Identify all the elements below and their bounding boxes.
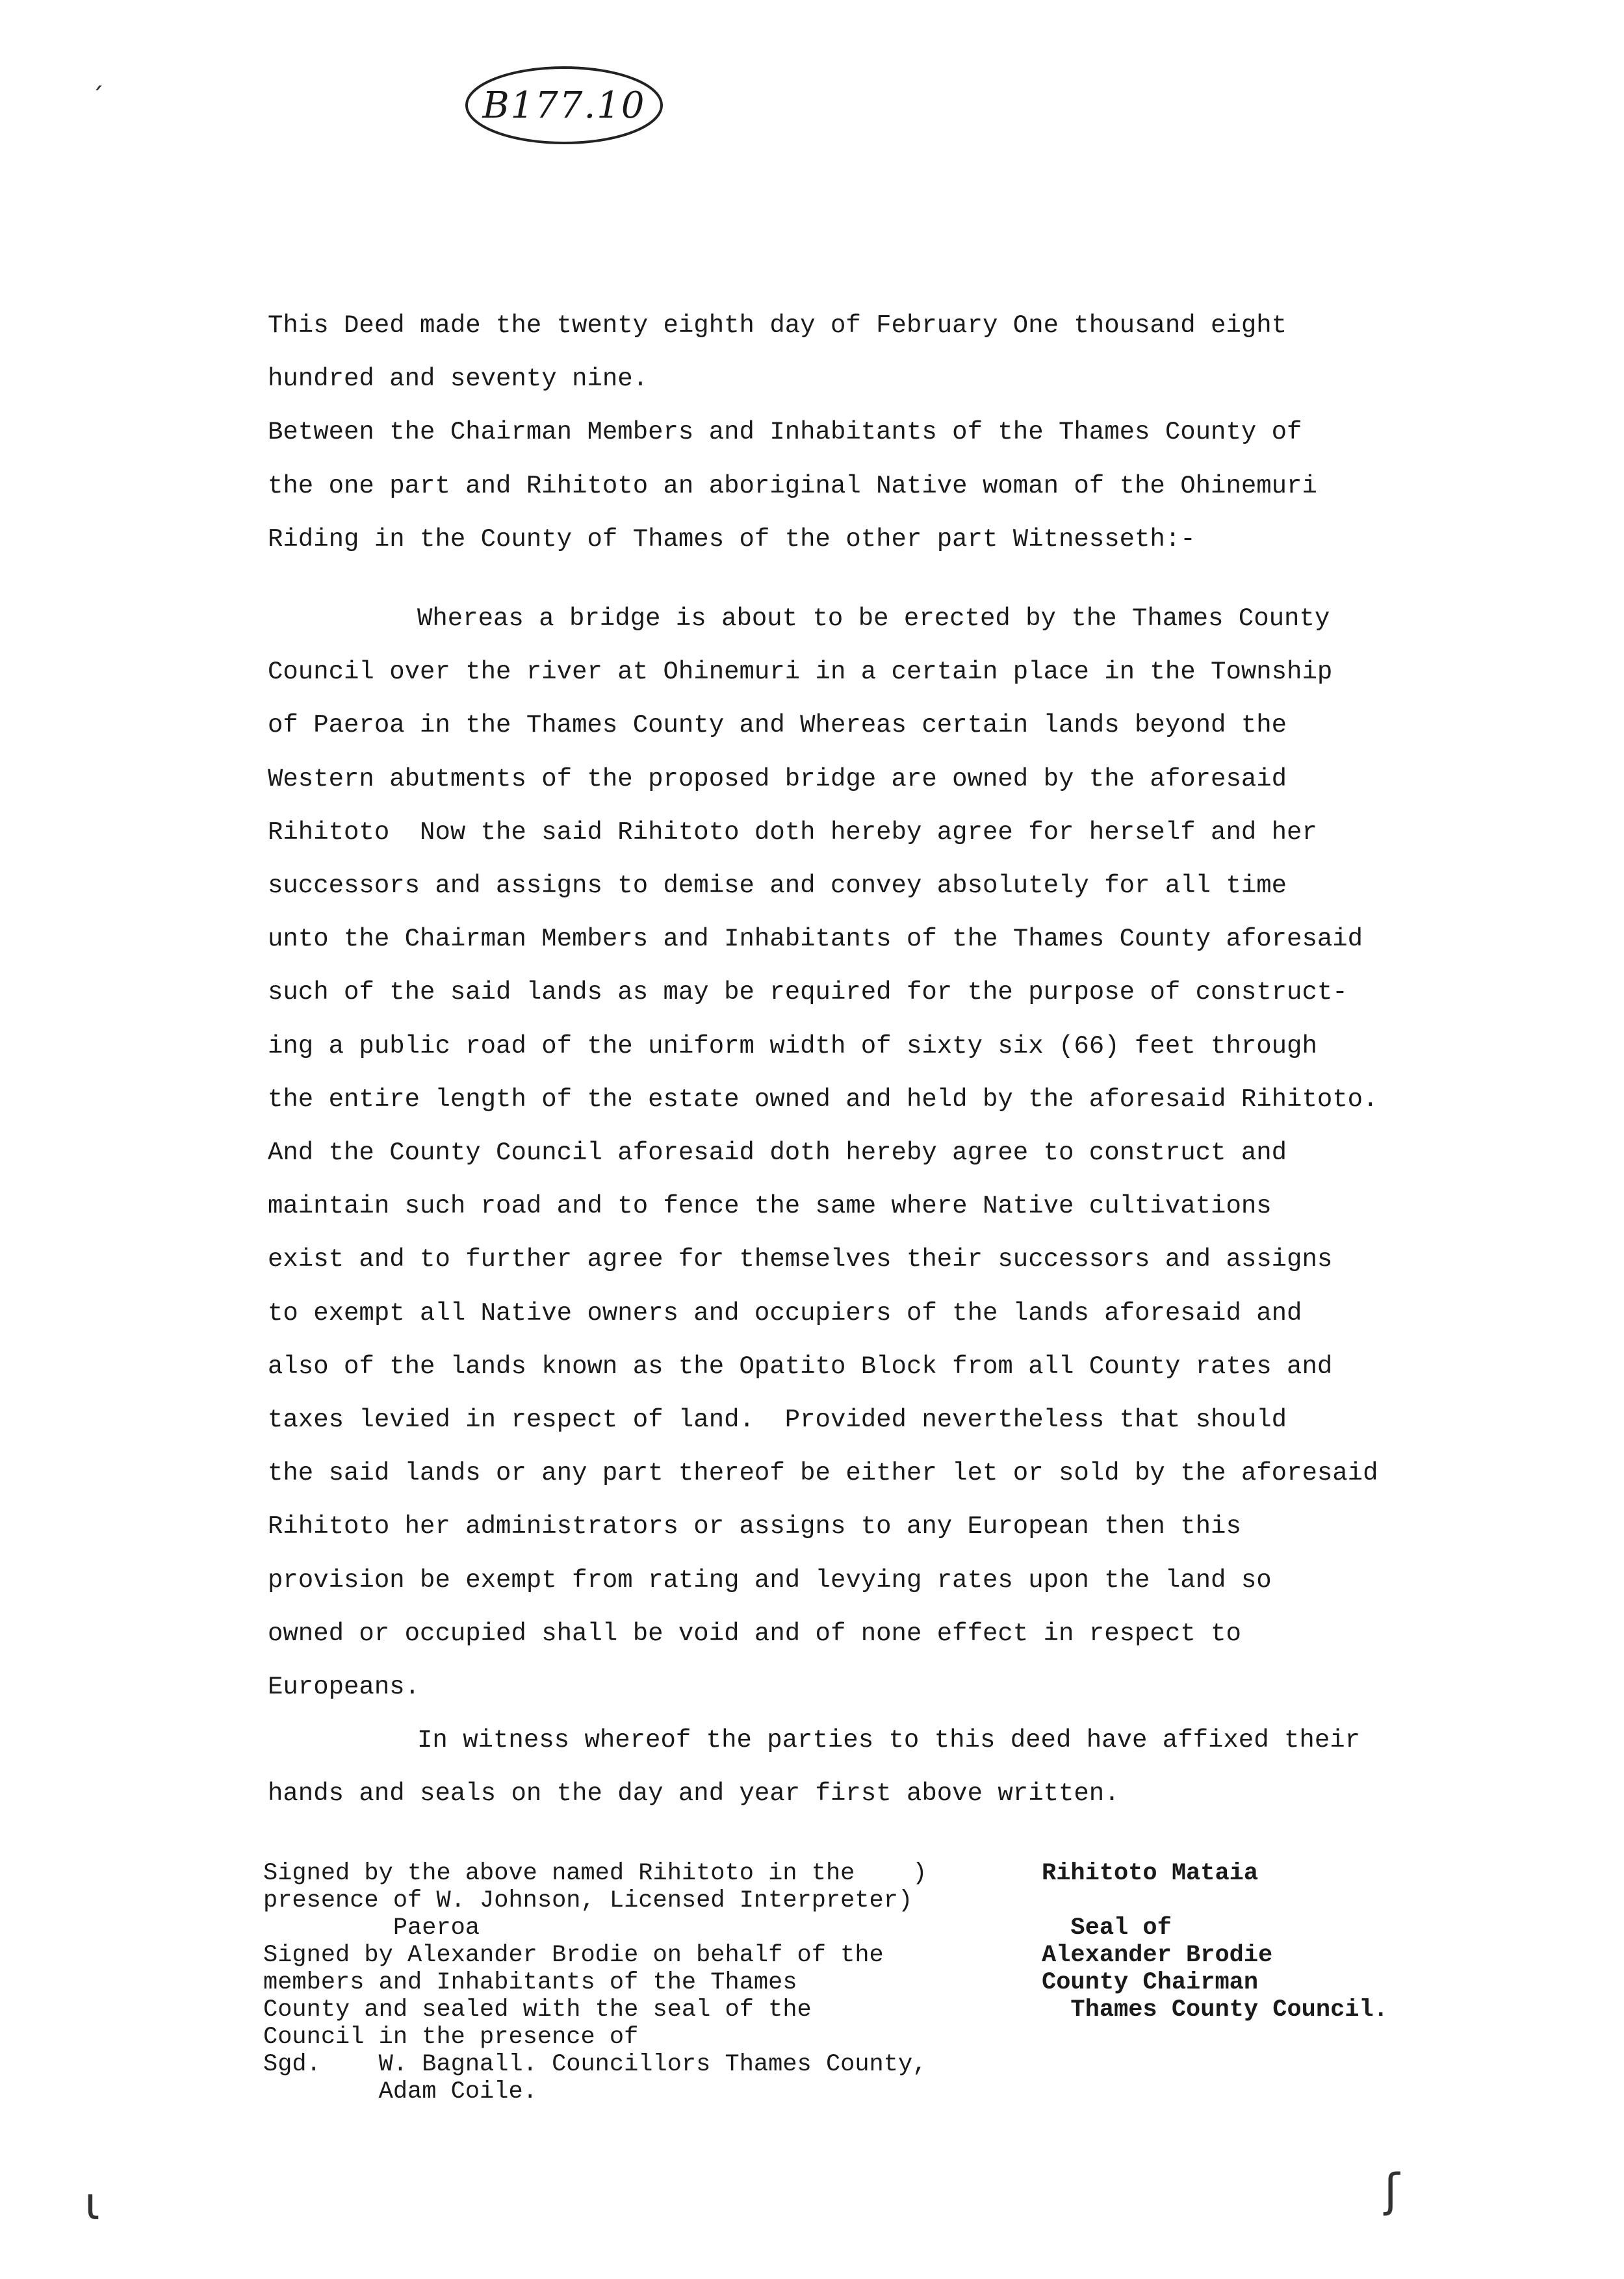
attestation-line: Signed by the above named Rihitoto in the )	[263, 1860, 927, 1887]
recital-line: such of the said lands as may be required for the purpose of construct-	[268, 978, 1348, 1007]
reference-number: B177.10	[482, 84, 646, 127]
deed-line: Riding in the County of Thames of the other part Witnesseth:-	[268, 524, 1196, 554]
attestation-clause	[263, 1860, 1030, 2105]
attestation-line: members and Inhabitants of the Thames	[263, 1969, 797, 1996]
recital-line: Europeans.	[268, 1673, 420, 1702]
attestation-line: Adam Coile.	[263, 2078, 537, 2105]
recital-line: also of the lands known as the Opatito Block from all County rates and	[268, 1352, 1333, 1381]
margin-mark-bottom: ɩ	[84, 2177, 100, 2230]
witness-line: In witness whereof the parties to this deed have affixed their	[417, 1726, 1361, 1755]
recital-line: maintain such road and to fence the same where Native cultivations	[268, 1192, 1272, 1221]
recital-line: unto the Chairman Members and Inhabitants of the Thames County aforesaid	[268, 925, 1363, 954]
signatories	[1042, 1860, 1497, 2024]
recital-line: Rihitoto Now the said Rihitoto doth hereby agree for herself and her	[268, 818, 1317, 847]
recital-line: to exempt all Native owners and occupiers of the lands aforesaid and	[268, 1298, 1302, 1328]
witness-line: hands and seals on the day and year first above written.	[268, 1779, 1120, 1809]
recital-line: Western abutments of the proposed bridge are owned by the aforesaid	[268, 764, 1287, 793]
signatory-line: County Chairman	[1042, 1969, 1259, 1996]
paragraph-gap	[268, 566, 1483, 592]
recital-line: Council over the river at Ohinemuri in a certain place in the Township	[268, 658, 1333, 687]
attestation-line: Council in the presence of	[263, 2024, 639, 2051]
attestation-line: Sgd. W. Bagnall. Councillors Thames County,	[263, 2051, 927, 2078]
deed-line: hundred and seventy nine.	[268, 365, 649, 394]
signatory-line: Alexander Brodie	[1042, 1942, 1273, 1969]
recital-line: successors and assigns to demise and convey absolutely for all time	[268, 871, 1287, 901]
recital-line: the entire length of the estate owned and held by the aforesaid Rihitoto.	[268, 1085, 1378, 1114]
recital-line: of Paeroa in the Thames County and Whereas certain lands beyond the	[268, 711, 1287, 740]
margin-mark-right: ʃ	[1384, 2164, 1400, 2217]
recital-line: taxes levied in respect of land. Provided nevertheless that should	[268, 1406, 1287, 1435]
signatory-line: Rihitoto Mataia	[1042, 1860, 1259, 1887]
attestation-line: Paeroa	[263, 1914, 480, 1942]
recital-line: And the County Council aforesaid doth hereby agree to construct and	[268, 1139, 1287, 1168]
signatory-line	[1042, 1887, 1497, 1914]
attestation-line: County and sealed with the seal of the	[263, 1996, 812, 2024]
attestation-line: presence of W. Johnson, Licensed Interpreter)	[263, 1887, 913, 1914]
signatory-line: Thames County Council.	[1042, 1996, 1388, 2024]
attestation-line: Signed by Alexander Brodie on behalf of the	[263, 1942, 884, 1969]
deed-line: the one part and Rihitoto an aboriginal Native woman of the Ohinemuri	[268, 471, 1317, 500]
recital-line: provision be exempt from rating and levying rates upon the land so	[268, 1565, 1272, 1595]
deed-body	[268, 299, 1483, 1821]
recital-line: the said lands or any part thereof be either let or sold by the aforesaid	[268, 1459, 1378, 1488]
recital-line: owned or occupied shall be void and of none effect in respect to	[268, 1619, 1241, 1648]
margin-mark-top: ˊ	[91, 83, 104, 113]
recital-line: Whereas a bridge is about to be erected by the Thames County	[417, 604, 1330, 634]
signatory-line: Seal of	[1042, 1914, 1172, 1942]
recital-line: Rihitoto her administrators or assigns to any European then this	[268, 1512, 1241, 1541]
deed-line: Between the Chairman Members and Inhabitants of the Thames County of	[268, 418, 1302, 447]
recital-line: ing a public road of the uniform width of sixty six (66) feet through	[268, 1031, 1317, 1061]
deed-line: This Deed made the twenty eighth day of February One thousand eight	[268, 311, 1287, 340]
recital-line: exist and to further agree for themselves their successors and assigns	[268, 1245, 1333, 1274]
